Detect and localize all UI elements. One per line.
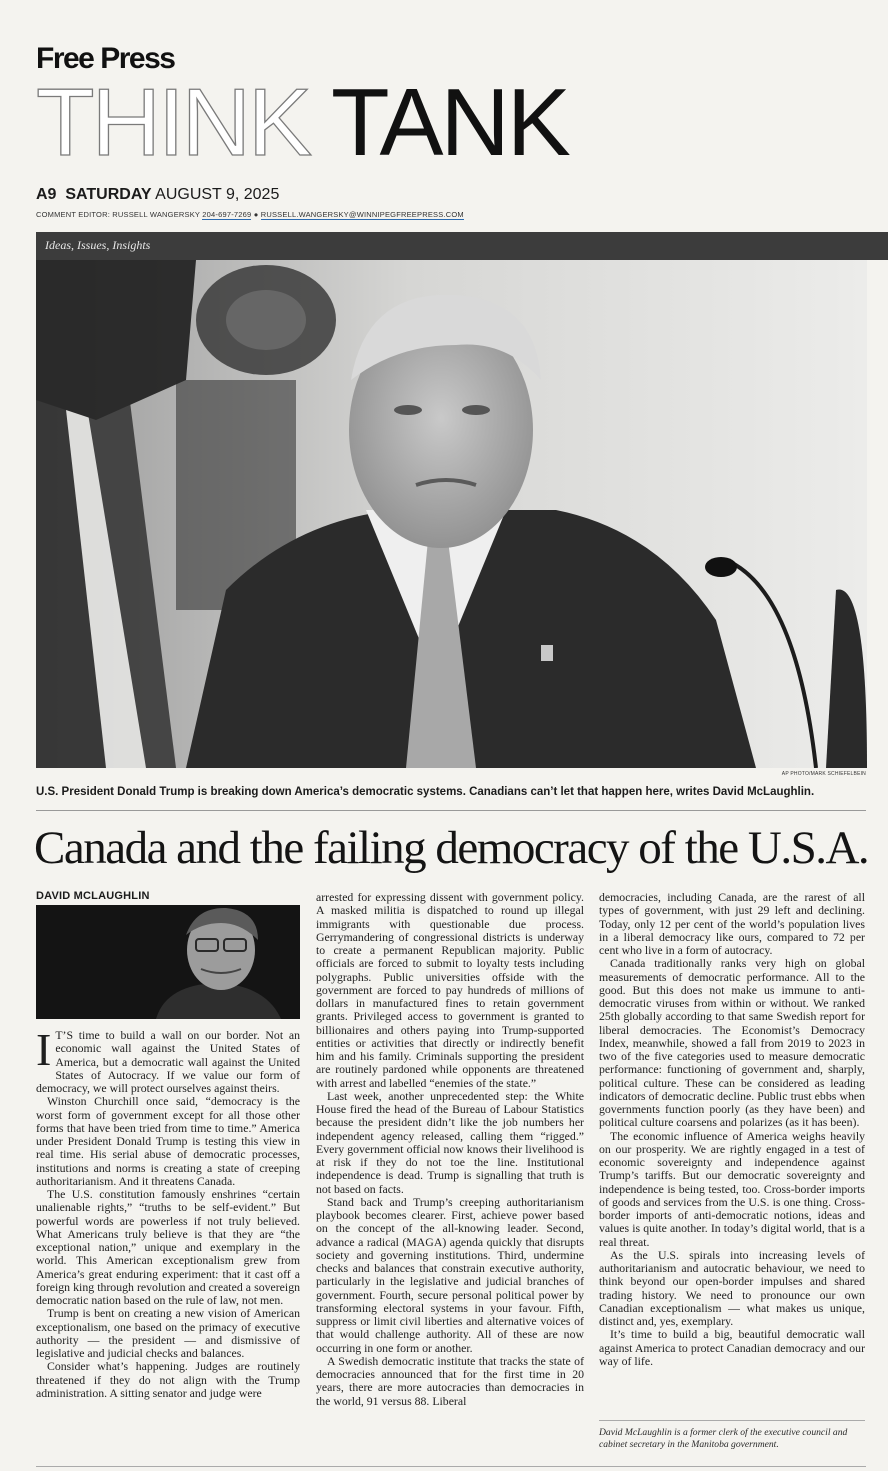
author-photo <box>36 905 300 1019</box>
section-title-word1: THINK <box>36 69 309 176</box>
editor-label: COMMENT EDITOR: RUSSELL WANGERSKY <box>36 210 200 219</box>
paragraph: It’s time to build a big, beautiful democratic wall against America to protect Canadian democracy and our way of life. <box>599 1327 865 1368</box>
headline: Canada and the failing democracy of the U.S.A. <box>34 822 869 874</box>
paragraph: Last week, another unprecedented step: the White House fired the head of the Bureau of Labour Statistics because the president didn’t like the job numbers her independent agency released, calling them “rigged.” Every government official now knows their livelihood is at risk if they do not toe the line. Institutional independence is dead. Trump is signalling that truth is not based on facts. <box>316 1088 584 1196</box>
dateline <box>36 186 279 204</box>
section-banner <box>36 232 888 260</box>
divider <box>36 810 866 811</box>
paragraph: Trump is bent on creating a new vision of American exceptionalism, one based on the primacy of executive authority — the president — and dismissive of legislative and judicial checks and balances. <box>36 1306 300 1360</box>
article-column-2 <box>316 891 584 1408</box>
day-of-week: SATURDAY <box>65 186 152 203</box>
paragraph: As the U.S. spirals into increasing levels of authoritarianism and autocratic behaviour, we need to think beyond our open-border impulses and shared trading history. We need to pronounce our own Canadian exceptionalism — what makes us unique, distinct and, yes, exemplary. <box>599 1247 865 1328</box>
author-photo-illustration <box>36 905 300 1019</box>
paragraph: The U.S. constitution famously enshrines “certain unalienable rights,” “truths to be self-evident.” But powerful words are powerless if not truly believed. What Americans truly believe is that they are “the exceptional nation,” unique and exemplary in the world. This American exceptionalism grew from America’s great enduring experiment: that it cast off a foreign king through revolution and created a sovereign democratic nation based on the rule of law, not men. <box>36 1187 300 1307</box>
main-photo-illustration <box>36 260 867 768</box>
paragraph: I T’S time to build a wall on our border. Not an economic wall against the United States of America, but a democratic wall against the United States of Autocracy. If we value our form of democracy, we will protect ourselves against theirs. <box>36 1024 300 1095</box>
editor-phone[interactable]: 204-697-7269 <box>202 210 252 219</box>
paragraph: democracies, including Canada, are the rarest of all types of government, with just 29 left and declining. Today, only 12 per cent of the world’s population lives in a liberal democracy like ours, compared to 72 per cent who live in a form of autocracy. <box>599 890 865 957</box>
main-photo <box>36 260 867 768</box>
section-title <box>36 68 568 178</box>
section-title-word2: TANK <box>330 69 568 176</box>
page-number: A9 <box>36 186 57 203</box>
banner-text: Ideas, Issues, Insights <box>45 238 151 252</box>
photo-caption: U.S. President Donald Trump is breaking down America’s democratic systems. Canadians can’t let that happen here, writes David McLaughlin. <box>36 786 815 798</box>
author-bio: David McLaughlin is a former clerk of the executive council and cabinet secretary in the Manitoba government. <box>599 1427 848 1450</box>
article-column-1 <box>36 1024 300 1400</box>
divider <box>599 1420 865 1421</box>
editor-line <box>36 210 464 219</box>
paragraph: The economic influence of America weighs heavily on our prosperity. We are rightly engaged in a test of economic sovereignty and independence against Trump’s tariffs. But our democratic sovereignty and independence is being tested, too. Cross-border imports of goods and services from the U.S. is one thing. Cross-border imports of anti-democratic notions, ideas and values is quite another. In today’s digital world, that is a real threat. <box>599 1128 865 1249</box>
paragraph: arrested for expressing dissent with government policy. A masked militia is dispatched to round up illegal immigrants with questionable due process. Gerrymandering of congressional districts is underway to create a permanent Republican majority. Public officials are forced to submit to loyalty tests including polygraphs. Public universities offside with the government are forced to pay hundreds of millions of dollars in manufactured fines to retain government grants. Privileged access to government is granted to billionaires and others paying into Trump-supported entities or activities that directly or indirectly benefit him and his family. Criminals supporting the president are routinely pardoned while opponents are threatened with arrest and labelled “enemies of the state.” <box>316 890 584 1090</box>
divider <box>36 1466 866 1467</box>
paragraph: Canada traditionally ranks very high on global measurements of democratic performance. All to the good. But this does not make us immune to anti-democratic viruses from within or without. We ranked 25th globally according to that same Swedish report for liberal democracies. The Economist’s Democracy Index, meanwhile, showed a fall from 2019 to 2023 in two of the five categories used to measure democratic performance: functioning of government and, sharply, political culture. These can be considered as leading indicators of democratic decline. Public trust ebbs when governments function poorly (as they have been) and political culture coarsens and polarizes (as it has been). <box>599 956 865 1130</box>
issue-date: AUGUST 9, 2025 <box>155 186 280 203</box>
editor-email[interactable]: RUSSELL.WANGERSKY@WINNIPEGFREEPRESS.COM <box>260 210 464 219</box>
brand-logo: Free Press <box>36 42 175 75</box>
drop-cap: I <box>36 1024 52 1075</box>
byline: DAVID MCLAUGHLIN <box>36 890 150 902</box>
article-column-3 <box>599 891 865 1368</box>
email-icon: ● <box>253 210 259 219</box>
paragraph: Winston Churchill once said, “democracy is the worst form of government except for all those other forms that have been tried from time to time.” America under President Donald Trump is testing this view in real time. His serial abuse of democratic processes, institutions and norms is creating a state of creeping authoritarianism. And it threatens Canada. <box>36 1094 300 1188</box>
paragraph: Stand back and Trump’s creeping authoritarianism playbook becomes clearer. First, achieve power based on the concept of the all-knowing leader. Second, advance a radical (MAGA) agenda quickly that disrupts society and governing institutions. Third, undermine checks and balances that constrain executive authority, particularly in the legislative and judicial branches of government. Fourth, secure personal political power by transforming electoral systems in your favour. Fifth, suppress or limit civil liberties and alternative voices of that would challenge authority. All of these are now occurring in one form or another. <box>316 1194 584 1355</box>
paragraph: A Swedish democratic institute that tracks the state of democracies announced that for the first time in 20 years, there are more autocracies than democracies in the world, 91 versus 88. Liberal <box>316 1353 584 1408</box>
photo-credit: AP PHOTO/MARK SCHIEFELBEIN <box>781 771 866 777</box>
paragraph: Consider what’s happening. Judges are routinely threatened if they do not align with the Trump administration. A sitting senator and judge were <box>36 1359 300 1400</box>
